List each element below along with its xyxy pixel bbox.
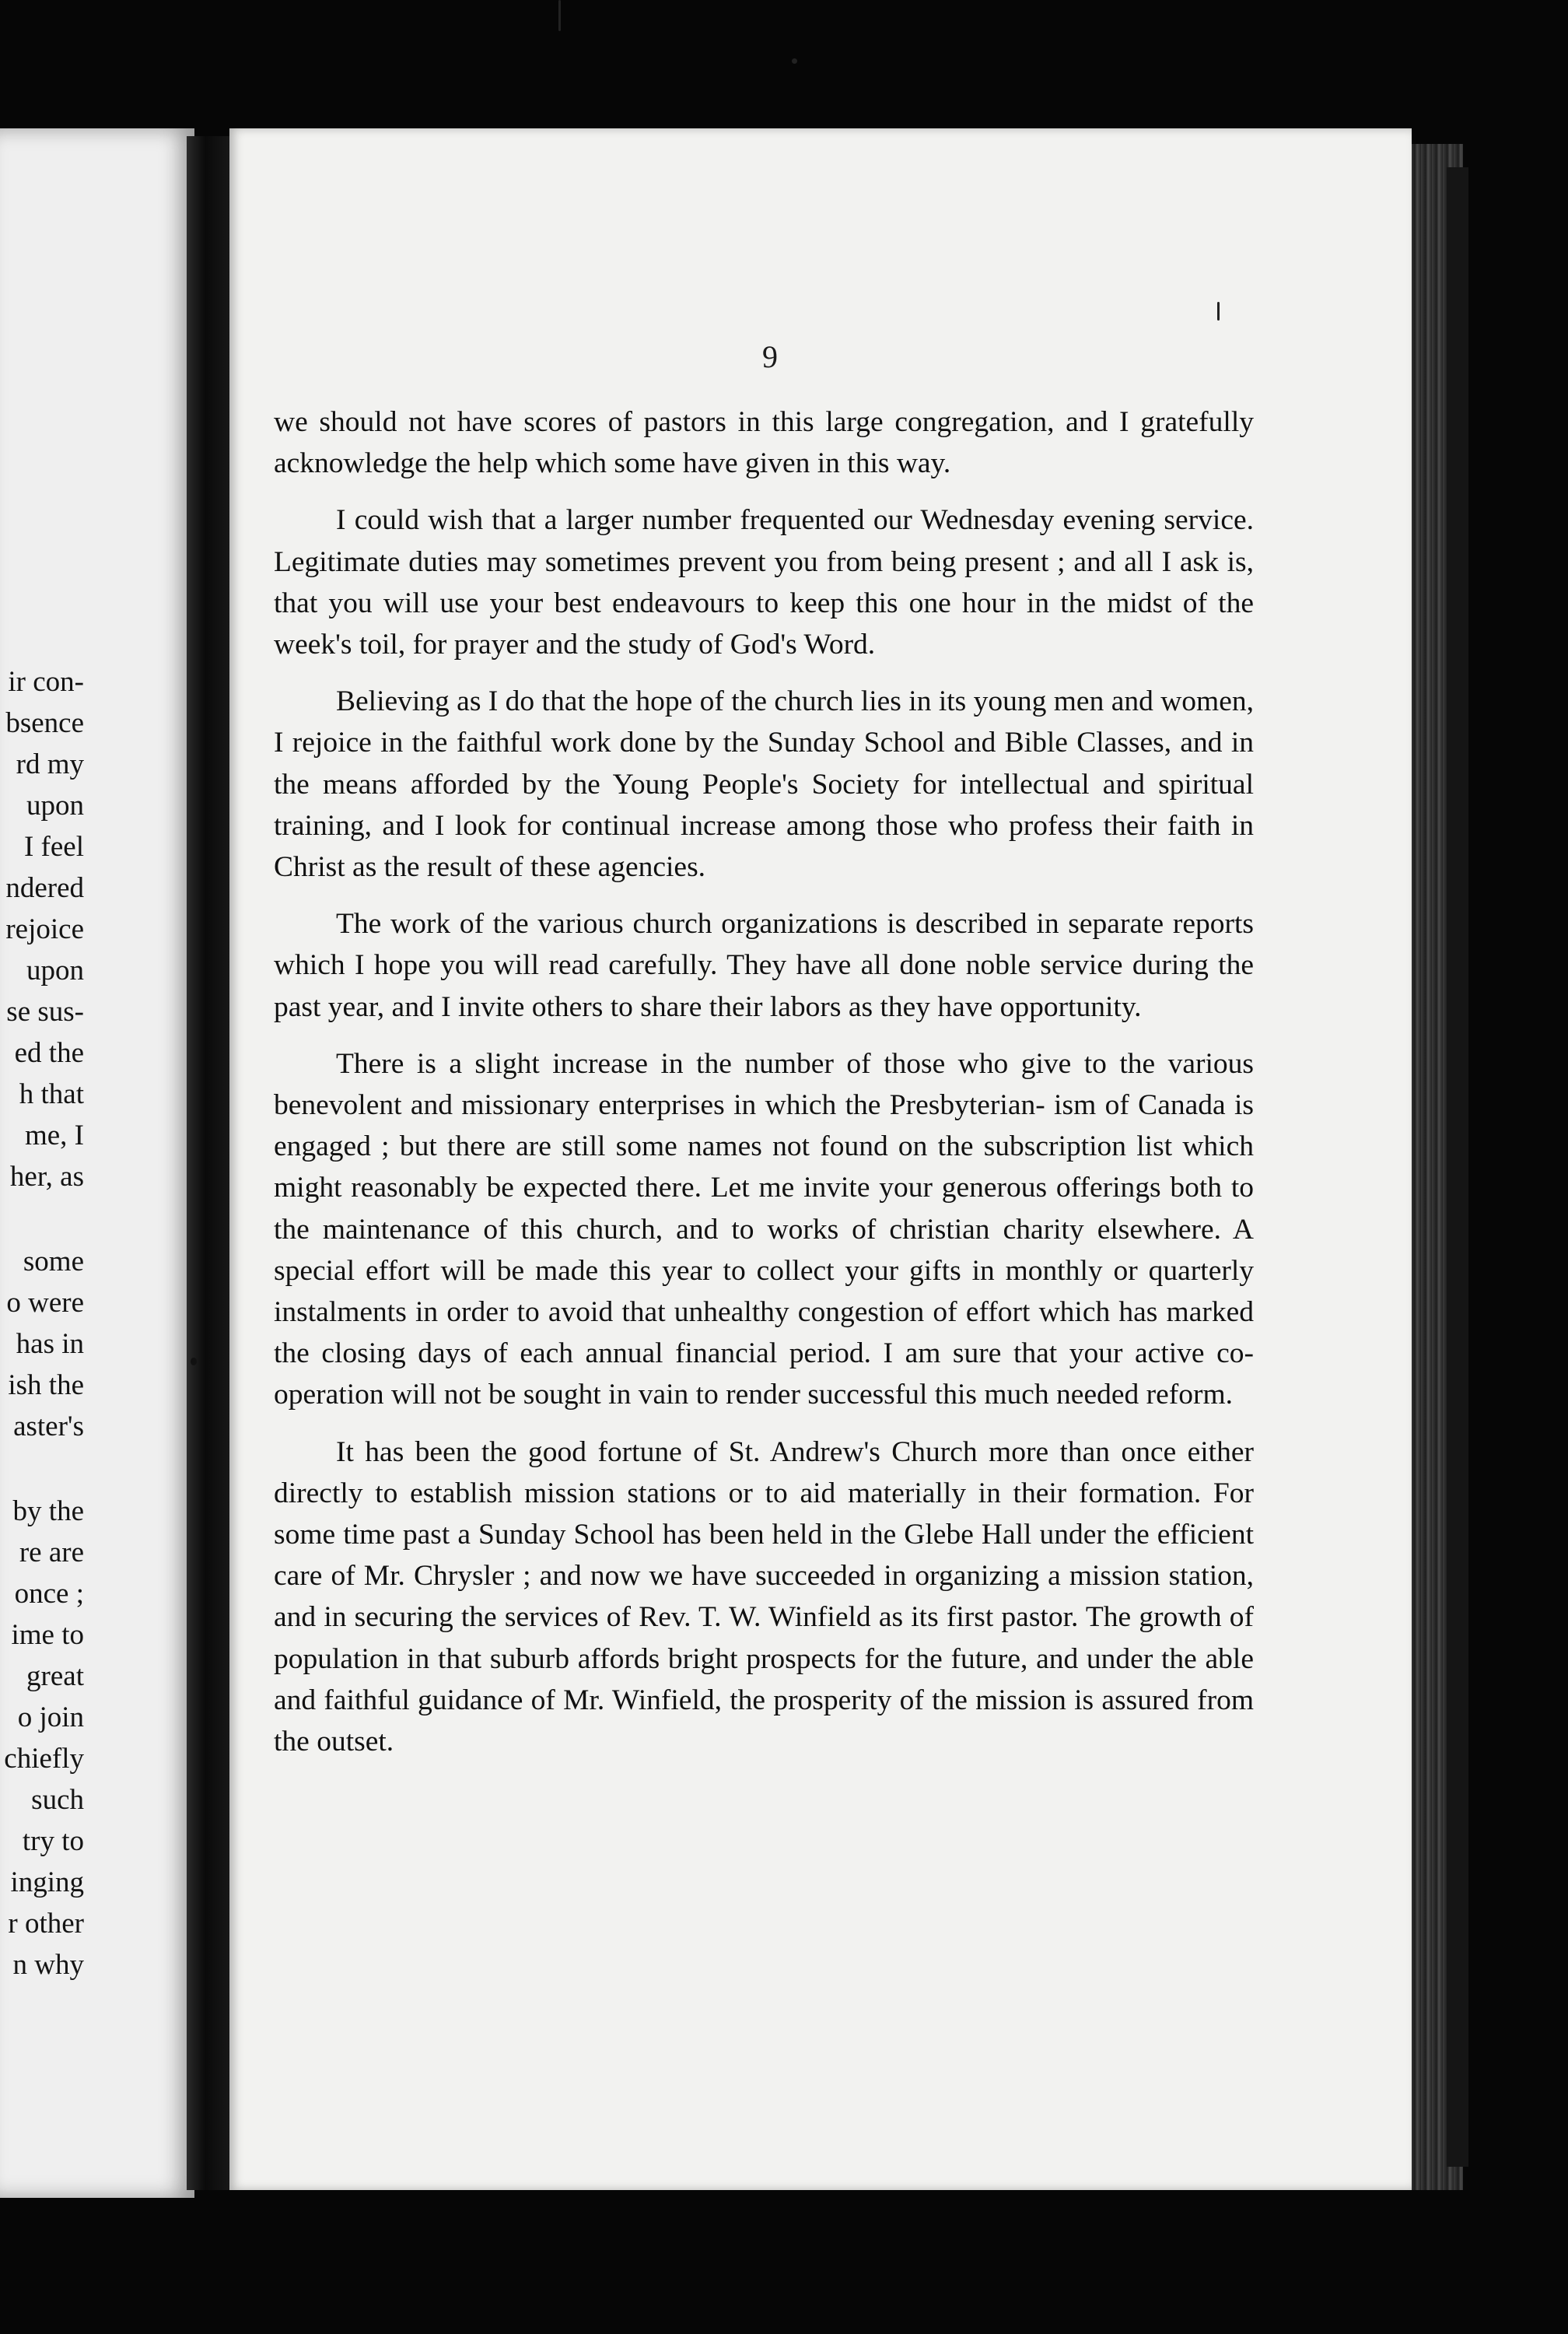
left-line: n why bbox=[12, 1949, 84, 1981]
left-line: by the bbox=[12, 1495, 84, 1527]
paragraph: I could wish that a larger number frequented our Wednesday evening service. Legitimate duties may sometimes prevent you from being present ; and all I ask is, that you will use your best endeavours to keep this one hour in the midst of the week's toil, for prayer and the study of God's Word. bbox=[274, 504, 1254, 661]
dust-speck bbox=[1217, 302, 1220, 321]
dust-speck bbox=[558, 0, 561, 31]
dust-speck bbox=[191, 1358, 197, 1365]
left-line: her, as bbox=[9, 1161, 84, 1193]
left-line: such bbox=[31, 1784, 84, 1816]
left-line: upon bbox=[26, 790, 84, 822]
left-line: me, I bbox=[24, 1120, 84, 1151]
left-line: o join bbox=[17, 1701, 84, 1733]
left-line: ime to bbox=[11, 1619, 84, 1651]
left-line: ir con- bbox=[8, 666, 84, 698]
book-gutter bbox=[187, 136, 233, 2190]
left-line: great bbox=[26, 1660, 84, 1692]
left-page bbox=[0, 128, 194, 2198]
page-body bbox=[274, 401, 1254, 1778]
left-line: r other bbox=[8, 1908, 84, 1940]
left-line: I feel bbox=[23, 831, 84, 863]
left-line: rd my bbox=[16, 748, 84, 780]
left-line: ed the bbox=[14, 1037, 84, 1069]
left-line: chiefly bbox=[4, 1743, 84, 1775]
dust-speck bbox=[792, 58, 797, 64]
paragraph: Believing as I do that the hope of the church lies in its young men and women, I rejoice in the faithful work done by the Sunday School and Bible Classes, and in the means afforded by the Young People's Society for intellectual and spiritual training, and I look for continual increase among those who profess their faith in Christ as the result of these agencies. bbox=[274, 685, 1254, 884]
left-line: o were bbox=[6, 1287, 84, 1319]
paragraph: The work of the various church organizations is described in separate reports which I hope you will read carefully. They have all done noble service during the past year, and I invite others to share their labors as they have opportunity. bbox=[274, 908, 1254, 1023]
left-line: rejoice bbox=[5, 913, 84, 945]
left-line: once ; bbox=[14, 1578, 84, 1610]
left-line: some bbox=[23, 1246, 84, 1277]
paragraph: we should not have scores of pastors in this large congregation, and I gratefully acknowledge the help which some have given in this way. bbox=[274, 406, 1254, 480]
left-line: re are bbox=[19, 1537, 84, 1568]
book-cover-edge bbox=[1447, 167, 1468, 2167]
left-line: has in bbox=[16, 1328, 84, 1360]
left-line: ndered bbox=[5, 872, 84, 904]
left-line: inging bbox=[10, 1866, 84, 1898]
left-line: aster's bbox=[13, 1411, 84, 1442]
left-line: se sus- bbox=[6, 996, 84, 1028]
paragraph: It has been the good fortune of St. Andrew's Church more than once either directly to establish mission stations or to aid materially in their formation. For some time past a Sunday School has been held in the Glebe Hall under the efficient care of Mr. Chrysler ; and now we have succeeded in organizing a mission station, and in securing the services of Rev. T. W. Winfield as its first pastor. The growth of population in that suburb affords bright prospects for the future, and under the able and faithful guidance of Mr. Winfield, the prosperity of the mission is assured from the outset. bbox=[274, 1435, 1254, 1758]
page-number: 9 bbox=[762, 339, 778, 374]
left-line: h that bbox=[19, 1078, 84, 1110]
left-line: ish the bbox=[8, 1369, 84, 1401]
left-line: try to bbox=[22, 1825, 84, 1857]
paragraph: There is a slight increase in the number of those who give to the various benevolent and missionary enterprises in which the Presbyterian- ism of Canada is engaged ; but there are still some names not found on the subscription list which might reasonably be expected there. Let me invite your generous offerings both to the maintenance of this church, and to works of christian charity elsewhere. A special effort will be made this year to collect your gifts in monthly or quarterly instalments in order to avoid that unhealthy congestion of effort which has marked the closing days of each annual financial period. I am sure that your active co-operation will not be sought in vain to render successful this much needed reform. bbox=[274, 1047, 1254, 1411]
left-line: bsence bbox=[5, 707, 84, 739]
left-line: upon bbox=[26, 955, 84, 987]
